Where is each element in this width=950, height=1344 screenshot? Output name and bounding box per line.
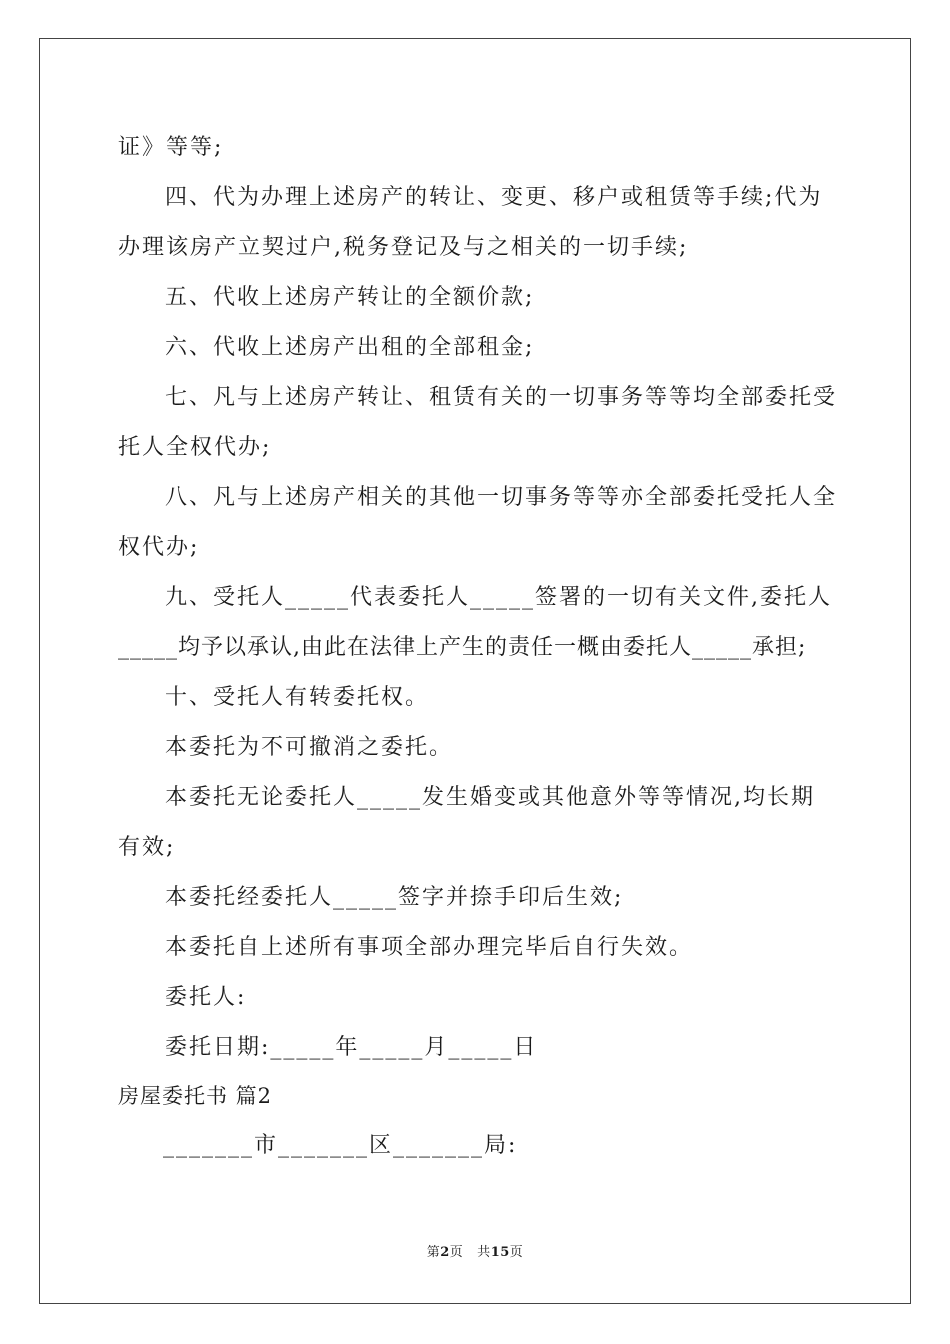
text-line-5: 六、代收上述房产出租的全部租金; (165, 335, 535, 360)
text-line-13: 本委托为不可撤消之委托。 (165, 735, 454, 760)
text-line-8: 八、凡与上述房产相关的其他一切事务等等亦全部委托受托人全 (165, 485, 838, 510)
footer-page-number: 2 (440, 1245, 450, 1260)
text-line-18: 委托人: (165, 985, 247, 1010)
text-line-7: 托人全权代办; (118, 435, 272, 460)
text-line-19: 委托日期:_____年_____月_____日 (165, 1035, 538, 1060)
text-line-15: 有效; (118, 835, 176, 860)
text-line-17: 本委托自上述所有事项全部办理完毕后自行失效。 (165, 935, 694, 960)
footer-page-prefix: 第 (426, 1245, 441, 1260)
text-line-14: 本委托无论委托人_____发生婚变或其他意外等等情况,均长期 (165, 785, 815, 810)
footer-total-pages: 15 (490, 1245, 510, 1260)
text-line-10: 九、受托人_____代表委托人_____签署的一切有关文件,委托人 (165, 585, 832, 610)
text-line-2: 四、代为办理上述房产的转让、变更、移户或租赁等手续;代为 (165, 185, 823, 210)
page-border (39, 38, 911, 1304)
text-line-3: 办理该房产立契过户,税务登记及与之相关的一切手续; (118, 235, 689, 260)
text-line-1: 证》等等; (118, 135, 224, 160)
text-line-6: 七、凡与上述房产转让、租赁有关的一切事务等等均全部委托受 (165, 385, 838, 410)
text-line-16: 本委托经委托人_____签字并捺手印后生效; (165, 885, 624, 910)
footer-total-suffix: 页 (509, 1245, 524, 1260)
address-line: _______市_______区_______局: (163, 1133, 518, 1158)
footer-page-suffix: 页 (449, 1245, 464, 1260)
text-line-11: _____均予以承认,由此在法律上产生的责任一概由委托人_____承担; (118, 635, 807, 660)
text-line-4: 五、代收上述房产转让的全额价款; (165, 285, 535, 310)
page-footer (0, 1244, 950, 1262)
text-line-12: 十、受托人有转委托权。 (165, 685, 430, 710)
section-heading: 房屋委托书 篇2 (118, 1084, 273, 1108)
footer-total-prefix: 共 (477, 1245, 491, 1260)
text-line-9: 权代办; (118, 535, 200, 560)
